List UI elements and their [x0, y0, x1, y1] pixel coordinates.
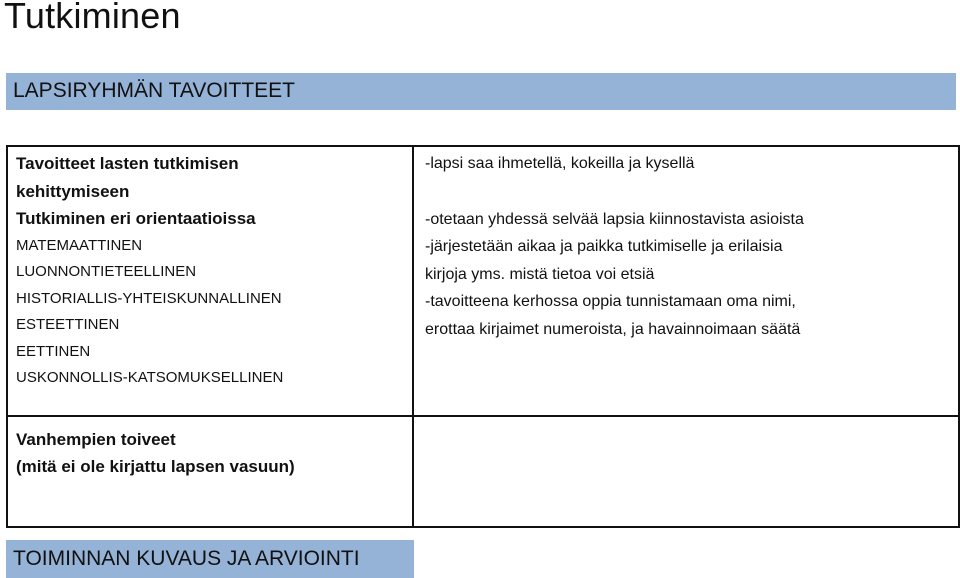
orientation-item: HISTORIALLIS-YHTEISKUNNALLINEN	[16, 289, 282, 307]
goals-heading-line1: Tavoitteet lasten tutkimisen	[16, 154, 239, 173]
spacer	[425, 178, 958, 206]
goal-text-line: -tavoitteena kerhossa oppia tunnistamaan oma nimi,	[425, 293, 796, 310]
activity-section-label: TOIMINNAN KUVAUS JA ARVIOINTI	[13, 547, 360, 570]
goals-row	[7, 146, 959, 416]
parents-wishes-cell[interactable]	[413, 416, 959, 527]
parents-row	[7, 416, 959, 527]
orientation-item: MATEMAATTINEN	[16, 236, 143, 254]
orientation-item: LUONNONTIETEELLINEN	[16, 263, 197, 280]
goal-text-line: -lapsi saa ihmetellä, kokeilla ja kysellä	[425, 155, 695, 172]
parents-label-cell	[7, 416, 413, 527]
goals-heading-line2: kehittymiseen	[16, 181, 130, 201]
goals-table	[6, 145, 960, 528]
goal-text-line: kirjoja yms. mistä tietoa voi etsiä	[425, 265, 655, 283]
orientations-heading: Tutkiminen eri orientaatioissa	[16, 209, 256, 228]
goal-text-line: -järjestetään aikaa ja paikka tutkimiselle ja erilaisia	[425, 238, 783, 255]
goals-left-cell[interactable]	[7, 146, 413, 416]
goals-section-label: LAPSIRYHMÄN TAVOITTEET	[13, 79, 296, 102]
orientation-item: ESTEETTINEN	[16, 316, 120, 333]
goals-section-header	[6, 73, 956, 110]
goals-right-cell[interactable]	[413, 146, 959, 416]
page-title: Tutkiminen	[4, 0, 181, 36]
parents-wishes-label: Vanhempien toiveet	[16, 430, 176, 449]
orientation-item: EETTINEN	[16, 342, 91, 360]
parents-wishes-value	[414, 417, 958, 426]
goal-text-line: -otetaan yhdessä selvää lapsia kiinnostavista asioista	[425, 210, 804, 228]
activity-section-header	[6, 540, 414, 578]
goal-text-line: erottaa kirjaimet numeroista, ja havainnoimaan säätä	[425, 320, 801, 338]
parents-wishes-note: (mitä ei ole kirjattu lapsen vasuun)	[16, 457, 295, 476]
orientation-item: USKONNOLLIS-KATSOMUKSELLINEN	[16, 369, 284, 386]
